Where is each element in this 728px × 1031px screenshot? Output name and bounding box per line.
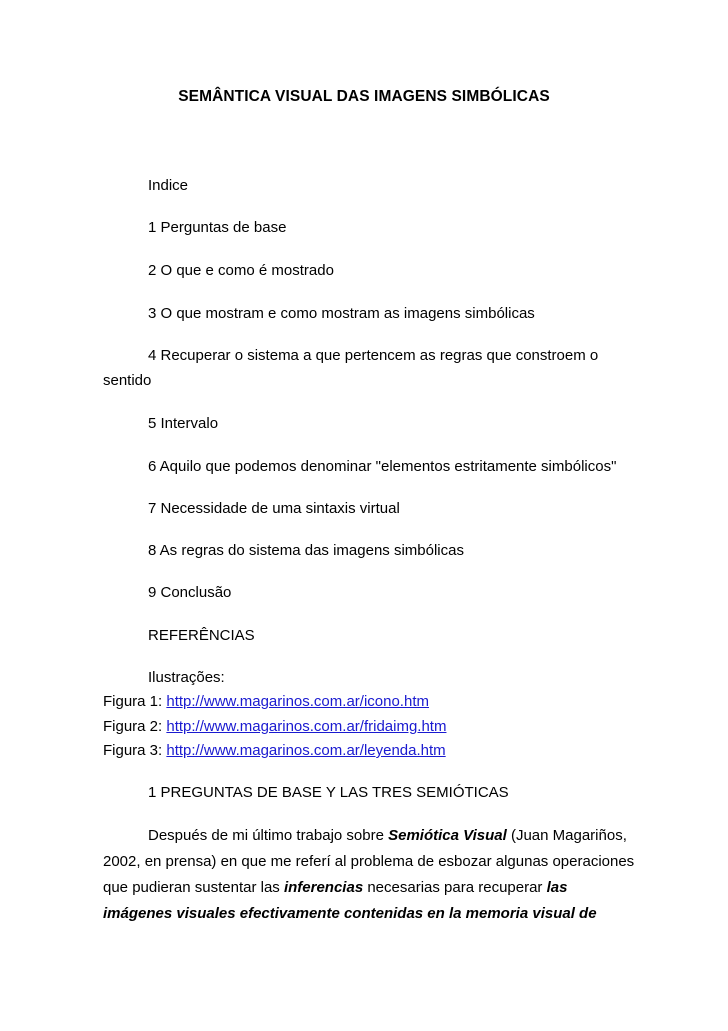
- paragraph-line-2: 2002, en prensa) en que me referí al problema de esbozar algunas operaciones: [103, 853, 635, 870]
- figure-label: Figura 1:: [103, 693, 167, 710]
- figure-label: Figura 3:: [103, 742, 167, 759]
- figure-line-3: [103, 742, 446, 760]
- index-item-4-continuation: sentido: [103, 372, 152, 389]
- index-item-2: 2 O que e como é mostrado: [148, 262, 334, 279]
- paragraph-text: que pudieran sustentar las: [103, 879, 284, 896]
- paragraph-line-4: imágenes visuales efectivamente contenidas en la memoria visual de: [103, 905, 597, 922]
- index-item-8: 8 As regras do sistema das imagens simbólicas: [148, 542, 464, 559]
- paragraph-line-1: [148, 827, 627, 845]
- index-item-7: 7 Necessidade de uma sintaxis virtual: [148, 500, 400, 517]
- index-item-1: 1 Perguntas de base: [148, 219, 287, 236]
- figure-line-2: [103, 718, 446, 736]
- section-1-heading: 1 PREGUNTAS DE BASE Y LAS TRES SEMIÓTICAS: [148, 784, 509, 801]
- paragraph-line-3: [103, 879, 567, 897]
- index-item-references: REFERÊNCIAS: [148, 627, 255, 644]
- paragraph-text: Después de mi último trabajo sobre: [148, 827, 389, 844]
- paragraph-text: necesarias para recuperar: [363, 879, 547, 896]
- index-item-3: 3 O que mostram e como mostram as imagens simbólicas: [148, 305, 535, 322]
- figure-label: Figura 2:: [103, 718, 167, 735]
- illustrations-heading: Ilustrações:: [148, 669, 225, 686]
- index-item-9: 9 Conclusão: [148, 584, 232, 601]
- emphasis-text: Semiótica Visual: [388, 827, 507, 844]
- figure-line-1: [103, 693, 429, 711]
- figure-link-2[interactable]: http://www.magarinos.com.ar/fridaimg.htm: [166, 718, 447, 735]
- emphasis-text: las: [546, 879, 568, 896]
- index-item-6: 6 Aquilo que podemos denominar "elementos estritamente simbólicos": [148, 458, 617, 475]
- document-title: SEMÂNTICA VISUAL DAS IMAGENS SIMBÓLICAS: [178, 88, 550, 105]
- index-heading: Indice: [148, 177, 189, 194]
- figure-link-3[interactable]: http://www.magarinos.com.ar/leyenda.htm: [166, 742, 446, 759]
- paragraph-text: (Juan Magariños,: [506, 827, 627, 844]
- figure-link-1[interactable]: http://www.magarinos.com.ar/icono.htm: [166, 693, 429, 710]
- emphasis-text: inferencias: [283, 879, 364, 896]
- index-item-5: 5 Intervalo: [148, 415, 219, 432]
- index-item-4: 4 Recuperar o sistema a que pertencem as regras que constroem o: [148, 347, 599, 364]
